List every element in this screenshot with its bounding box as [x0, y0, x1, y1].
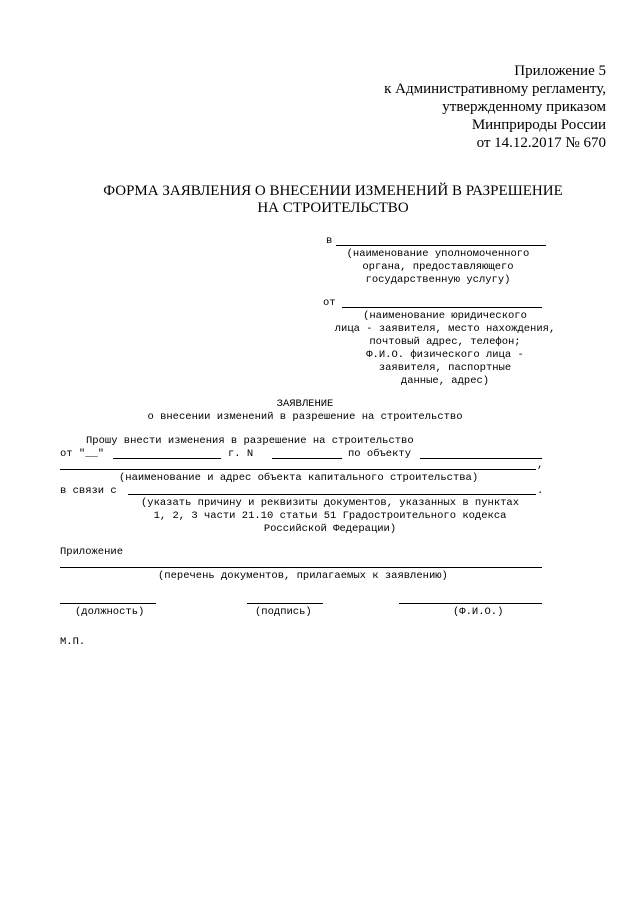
header-appendix-number: Приложение 5 — [514, 63, 606, 79]
permit-number-field[interactable] — [272, 458, 342, 459]
header-approved: утвержденному приказом — [442, 99, 606, 115]
attachment-field[interactable] — [60, 567, 542, 568]
reason-hint — [120, 497, 540, 536]
permit-number-label: г. N — [228, 448, 254, 460]
sender-prefix: от — [323, 297, 336, 309]
statement-heading: ЗАЯВЛЕНИЕ — [276, 398, 334, 410]
sender-field-line[interactable] — [342, 307, 542, 308]
position-hint: (должность) — [75, 606, 145, 618]
object-comma: , — [537, 459, 544, 471]
reason-label: в связи с — [60, 485, 117, 497]
recipient-prefix: в — [326, 235, 333, 247]
sender-hint — [316, 310, 574, 388]
reason-hint-line: 1, 2, 3 части 21.10 статьи 51 Градостроительного кодекса — [153, 510, 507, 522]
sender-hint-line: данные, адрес) — [400, 375, 490, 387]
sender-hint-line: лица - заявителя, место нахождения, — [334, 323, 556, 335]
header-order-date: от 14.12.2017 № 670 — [476, 135, 606, 151]
statement-subheading: о внесении изменений в разрешение на строительство — [147, 411, 463, 423]
permit-date-label: от "__" — [60, 448, 105, 460]
object-hint: (наименование и адрес объекта капитального строительства) — [119, 472, 479, 484]
sender-hint-line: почтовый адрес, телефон; — [369, 336, 521, 348]
recipient-hint-line: государственную услугу) — [365, 274, 511, 286]
attachment-hint: (перечень документов, прилагаемых к заявлению) — [158, 570, 448, 582]
form-title — [0, 183, 640, 217]
sender-hint-line: (наименование юридического — [363, 310, 527, 322]
header-regulation: к Административному регламенту, — [384, 81, 606, 97]
form-title-line1: ФОРМА ЗАЯВЛЕНИЯ О ВНЕСЕНИИ ИЗМЕНЕНИЙ В РАЗРЕШЕНИЕ — [103, 183, 563, 199]
stamp-placeholder: М.П. — [60, 636, 86, 648]
reason-hint-line: (указать причину и реквизиты документов, указанных в пунктах — [140, 497, 520, 509]
header-ministry: Минприроды России — [471, 117, 606, 133]
attachment-label: Приложение — [60, 546, 124, 558]
full-name-hint: (Ф.И.О.) — [453, 606, 504, 618]
reason-period: . — [537, 485, 544, 497]
recipient-field-line[interactable] — [336, 245, 546, 246]
recipient-hint — [326, 248, 550, 287]
object-field-continuation[interactable] — [60, 469, 536, 470]
signature-field[interactable] — [247, 603, 323, 604]
sender-hint-line: Ф.И.О. физического лица - — [366, 349, 524, 361]
permit-date-field[interactable] — [113, 458, 221, 459]
position-field[interactable] — [60, 603, 156, 604]
object-field[interactable] — [420, 458, 542, 459]
sender-hint-line: заявителя, паспортные — [378, 362, 512, 374]
full-name-field[interactable] — [399, 603, 542, 604]
reason-hint-line: Российской Федерации) — [263, 523, 397, 535]
form-title-line2: НА СТРОИТЕЛЬСТВО — [257, 200, 409, 216]
recipient-hint-line: органа, предоставляющего — [362, 261, 514, 273]
object-label: по объекту — [348, 448, 412, 460]
statement-heading-block — [140, 398, 470, 424]
signature-hint: (подпись) — [255, 606, 312, 618]
request-text: Прошу внести изменения в разрешение на строительство — [86, 435, 414, 447]
recipient-hint-line: (наименование уполномоченного — [346, 248, 530, 260]
reason-field[interactable] — [128, 494, 536, 495]
header-block — [384, 62, 606, 152]
